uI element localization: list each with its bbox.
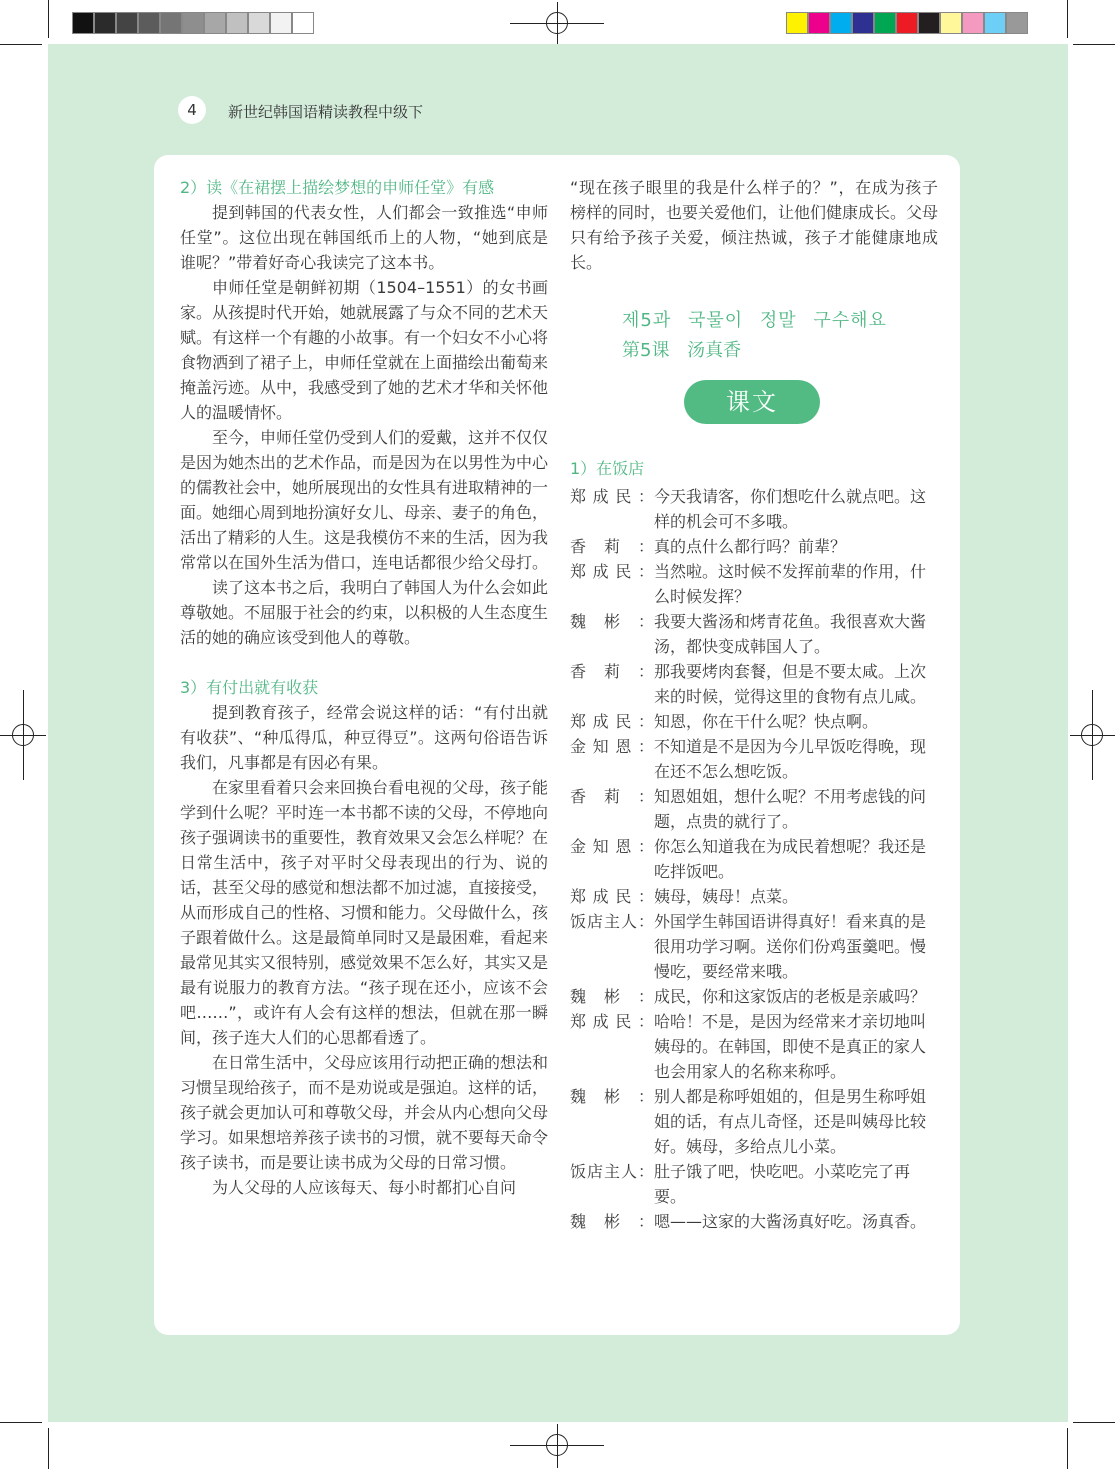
color-swatch — [94, 12, 116, 34]
crop-mark — [1073, 44, 1115, 45]
color-swatch — [292, 12, 314, 34]
dialog-text: 那我要烤肉套餐，但是不要太咸。上次来的时候，觉得这里的食物有点儿咸。 — [654, 662, 927, 706]
dialog-line — [570, 834, 940, 884]
crop-mark — [1073, 1422, 1115, 1423]
speaker-name: 郑成民： — [570, 887, 654, 906]
dialog-text: 知恩，你在干什么呢？快点啊。 — [654, 712, 879, 731]
color-swatch — [962, 12, 984, 34]
crop-mark — [48, 0, 49, 38]
color-swatch — [160, 12, 182, 34]
dialog-line — [570, 659, 940, 709]
paragraph: 为人父母的人应该每天、每小时都扪心自问 — [212, 1178, 517, 1197]
dialog-line — [570, 1159, 940, 1209]
dialog-title: 1）在饭店 — [570, 459, 645, 478]
dialog-line — [570, 784, 940, 834]
left-column — [180, 175, 548, 1200]
dialog-text: 不知道是不是因为今儿早饭吃得晚，现在还不怎么想吃饭。 — [654, 737, 927, 781]
crop-mark — [48, 1428, 49, 1469]
speaker-name: 魏彬： — [570, 987, 654, 1006]
color-swatch — [808, 12, 830, 34]
color-swatch — [248, 12, 270, 34]
dialog-line — [570, 1084, 940, 1159]
registration-line — [557, 1424, 558, 1468]
grayscale-calibration-bar — [72, 12, 314, 34]
color-swatch — [116, 12, 138, 34]
right-column — [570, 175, 938, 275]
speaker-name: 金知恩： — [570, 837, 654, 856]
color-swatch — [830, 12, 852, 34]
lesson-title-korean: 제5과 국물이 정말 구수해요 — [622, 310, 887, 331]
dialog-text: 嗯——这家的大酱汤真好吃。汤真香。 — [654, 1212, 927, 1231]
speaker-name: 魏彬： — [570, 1087, 654, 1106]
dialog-line — [570, 709, 940, 734]
dialog-text: 我要大酱汤和烤青花鱼。我很喜欢大酱汤，都快变成韩国人了。 — [654, 612, 927, 656]
dialog-text: 你怎么知道我在为成民着想呢？我还是吃拌饭吧。 — [654, 837, 927, 881]
dialog-text: 知恩姐姐，想什么呢？不用考虑钱的问题，点贵的就行了。 — [654, 787, 927, 831]
dialog-text: 当然啦。这时候不发挥前辈的作用，什么时候发挥？ — [654, 562, 927, 606]
color-swatch — [852, 12, 874, 34]
text-section-label: 课文 — [684, 380, 820, 424]
dialog-line — [570, 484, 940, 534]
crop-mark — [1067, 1428, 1068, 1469]
dialog-line — [570, 1009, 940, 1084]
paragraph: 提到教育孩子，经常会说这样的话：“有付出就有收获”、“种瓜得瓜，种豆得豆”。这两句俗语告诉我们，凡事都是有因必有果。 — [180, 703, 548, 772]
color-swatch — [72, 12, 94, 34]
dialog — [570, 484, 940, 1234]
color-swatch — [918, 12, 940, 34]
dialog-line — [570, 559, 940, 609]
dialog-line — [570, 984, 940, 1009]
paragraph: 至今，申师任堂仍受到人们的爱戴，这并不仅仅是因为她杰出的艺术作品，而是因为在以男性为中心的儒教社会中，她所展现出的女性具有进取精神的一面。她细心周到地扮演好女儿、母亲、妻子的角色，活出了精彩的人生。这是我模仿不来的生活，因为我常常以在国外生活为借口，连电话都很少给父母打。 — [180, 428, 549, 572]
dialog-text: 真的点什么都行吗？前辈？ — [654, 537, 847, 556]
speaker-name: 金知恩： — [570, 737, 654, 756]
color-swatch — [1006, 12, 1028, 34]
paragraph: 在日常生活中，父母应该用行动把正确的想法和习惯呈现给孩子，而不是劝说或是强迫。这样的话，孩子就会更加认可和尊敬父母，并会从内心想向父母学习。如果想培养孩子读书的习惯，就不要每天命令孩子读书，而是要让读书成为父母的日常习惯。 — [180, 1053, 549, 1172]
paragraph: 读了这本书之后，我明白了韩国人为什么会如此尊敬她。不屈服于社会的约束，以积极的人生态度生活的她的确应该受到他人的尊敬。 — [180, 578, 549, 647]
color-swatch — [204, 12, 226, 34]
registration-line — [557, 2, 558, 44]
section-3-title: 3）有付出就有收获 — [180, 678, 319, 697]
color-calibration-bar — [786, 12, 1028, 34]
color-swatch — [270, 12, 292, 34]
speaker-name: 饭店主人： — [570, 1162, 654, 1181]
dialog-text: 肚子饿了吧，快吃吧。小菜吃完了再要。 — [654, 1162, 911, 1206]
registration-line — [23, 690, 24, 780]
color-swatch — [138, 12, 160, 34]
speaker-name: 饭店主人： — [570, 912, 654, 931]
dialog-text: 今天我请客，你们想吃什么就点吧。这样的机会可不多哦。 — [654, 487, 927, 531]
crop-mark — [1067, 0, 1068, 38]
continued-paragraph: “现在孩子眼里的我是什么样子的？”，在成为孩子榜样的同时，也要关爱他们，让他们健康成长。父母只有给予孩子关爱，倾注热诚，孩子才能健康地成长。 — [570, 178, 939, 272]
color-swatch — [786, 12, 808, 34]
dialog-text: 成民，你和这家饭店的老板是亲戚吗？ — [654, 987, 927, 1006]
crop-mark — [0, 44, 42, 45]
speaker-name: 魏彬： — [570, 612, 654, 631]
dialog-text: 别人都是称呼姐姐的，但是男生称呼姐姐的话，有点儿奇怪，还是叫姨母比较好。姨母，多给点儿小菜。 — [654, 1087, 927, 1156]
speaker-name: 郑成民： — [570, 1012, 654, 1031]
color-swatch — [984, 12, 1006, 34]
running-header-title: 新世纪韩国语精读教程中级下 — [228, 103, 424, 121]
speaker-name: 郑成民： — [570, 562, 654, 581]
speaker-name: 魏彬： — [570, 1212, 654, 1231]
lesson-title-chinese: 第5课 汤真香 — [622, 340, 742, 361]
color-swatch — [896, 12, 918, 34]
speaker-name: 郑成民： — [570, 487, 654, 506]
registration-line — [1092, 690, 1093, 780]
paragraph: 在家里看着只会来回换台看电视的父母，孩子能学到什么呢？平时连一本书都不读的父母，不停地向孩子强调读书的重要性，教育效果又会怎么样呢？在日常生活中，孩子对平时父母表现出的行为、说的话，甚至父母的感觉和想法都不加过滤，直接接受，从而形成自己的性格、习惯和能力。父母做什么，孩子跟着做什么。这是最简单同时又是最困难，看起来最常见其实又很特别，感觉效果不怎么好，其实又是最有说服力的教育方法。“孩子现在还小，应该不会吧……”，或许有人会有这样的想法，但就在那一瞬间，孩子连大人们的心思都看透了。 — [180, 778, 549, 1047]
dialog-line — [570, 609, 940, 659]
speaker-name: 香莉： — [570, 787, 654, 806]
color-swatch — [940, 12, 962, 34]
crop-mark — [0, 1422, 42, 1423]
dialog-line — [570, 1209, 940, 1234]
dialog-line — [570, 909, 940, 984]
paragraph: 申师任堂是朝鲜初期（1504–1551）的女书画家。从孩提时代开始，她就展露了与众不同的艺术天赋。有这样一个有趣的小故事。有一个妇女不小心将食物洒到了裙子上，申师任堂就在上面描绘出葡萄来掩盖污迹。从中，我感受到了她的艺术才华和关怀他人的温暖情怀。 — [180, 278, 549, 422]
speaker-name: 郑成民： — [570, 712, 654, 731]
dialog-text: 哈哈！不是，是因为经常来才亲切地叫姨母的。在韩国，即使不是真正的家人也会用家人的名称来称呼。 — [654, 1012, 927, 1081]
dialog-text: 外国学生韩国语讲得真好！看来真的是很用功学习啊。送你们份鸡蛋羹吧。慢慢吃，要经常来哦。 — [654, 912, 927, 981]
speaker-name: 香莉： — [570, 537, 654, 556]
color-swatch — [182, 12, 204, 34]
dialog-line — [570, 884, 940, 909]
speaker-name: 香莉： — [570, 662, 654, 681]
color-swatch — [874, 12, 896, 34]
dialog-text: 姨母，姨母！点菜。 — [654, 887, 799, 906]
paragraph: 提到韩国的代表女性，人们都会一致推选“申师任堂”。这位出现在韩国纸币上的人物，“她到底是谁呢？”带着好奇心我读完了这本书。 — [180, 203, 548, 272]
color-swatch — [226, 12, 248, 34]
dialog-line — [570, 734, 940, 784]
dialog-line — [570, 534, 940, 559]
section-2-title: 2）读《在裙摆上描绘梦想的申师任堂》有感 — [180, 178, 495, 197]
page-number: 4 — [178, 96, 206, 124]
